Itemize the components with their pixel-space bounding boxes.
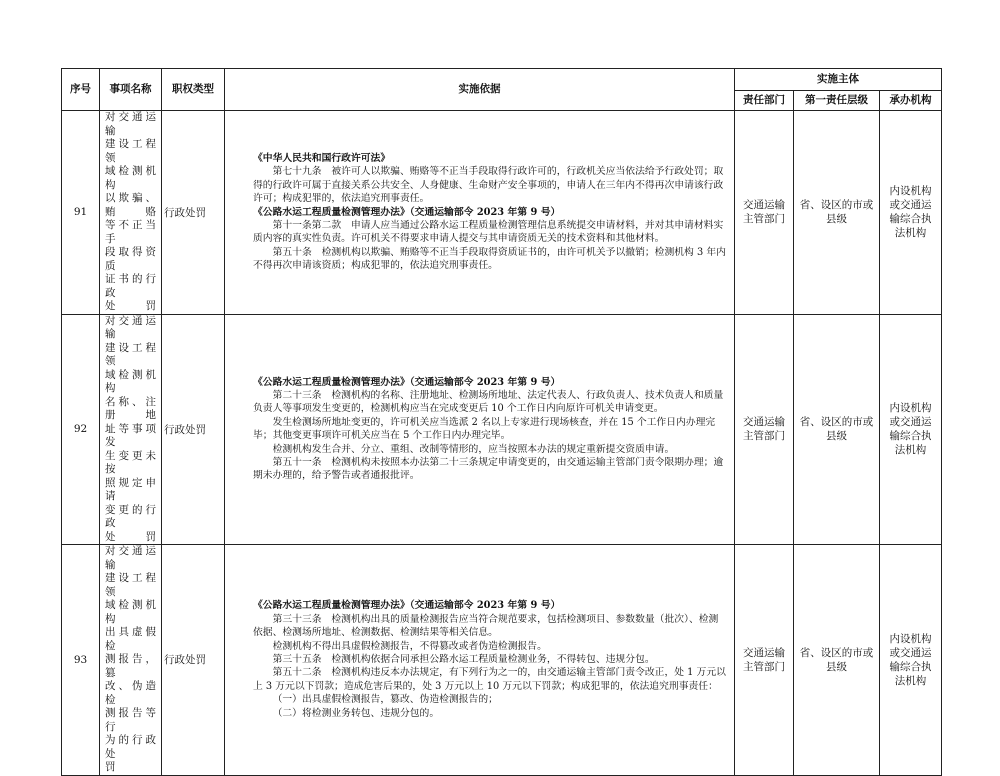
item-name-line: 建设工程领 [105, 572, 156, 598]
agency-line: 或交通运 [889, 416, 932, 429]
table-row [62, 314, 942, 545]
article-text: （二）将检测业务转包、违规分包的。 [272, 707, 440, 719]
article-text: 检测机构不得出具虚假检测报告，不得篡改或者伪造检测报告。 [272, 640, 547, 652]
law-title: 《中华人民共和国行政许可法》 [253, 152, 391, 164]
law-title: 《公路水运工程质量检测管理办法》（交通运输部令 2023 年第 9 号） [253, 600, 561, 612]
item-name-line: 等不正当手 [105, 219, 156, 245]
agency-line: 或交通运 [889, 199, 932, 212]
dept-line: 主管部门 [743, 430, 785, 443]
item-name-line: 生变更未按 [105, 449, 156, 475]
article-text: 第五十二条 检测机构违反本办法规定，有下列行为之一的，由交通运输主管部门责令改正，处 1 万元以上 3 万元以下罚款；造成危害后果的，处 3 万元以上 10 万元以下罚款；构成犯罪的，依法追究刑事责任： [253, 667, 726, 692]
agency-line: 输综合执 [889, 213, 932, 226]
header-seq: 序号 [62, 69, 100, 111]
row-seq: 93 [62, 545, 100, 776]
item-name-line: 处罚 [105, 300, 156, 312]
row-item-name [100, 314, 162, 545]
table-row [62, 111, 942, 315]
row-power-type: 行政处罚 [162, 111, 225, 315]
item-name-line: 罚 [105, 761, 116, 773]
header-item-name: 事项名称 [100, 69, 162, 111]
dept-line: 交通运输 [743, 646, 785, 659]
row-dept [735, 545, 794, 776]
agency-line: 法机构 [894, 674, 927, 687]
article-text: 第十一条第二款 申请人应当通过公路水运工程质量检测管理信息系统提交申请材料，并对其申请材料实质内容的真实性负责。许可机关不得要求申请人提交与其申请资质无关的技术资料和其他材料。 [253, 219, 724, 245]
item-name-line: 段取得资质 [105, 246, 156, 272]
table-row [62, 545, 942, 776]
agency-line: 法机构 [894, 227, 927, 240]
agency-line: 内设机构 [889, 185, 932, 198]
level-line: 省、设区的市或 [799, 199, 874, 212]
enforcement-items-table [61, 68, 942, 776]
item-name-line: 处罚 [105, 530, 156, 543]
agency-line: 输综合执 [889, 430, 932, 443]
item-name-line: 变更的行政 [105, 503, 156, 529]
row-item-name [100, 545, 162, 776]
agency-line: 或交通运 [889, 646, 932, 659]
law-title: 《公路水运工程质量检测管理办法》（交通运输部令 2023 年第 9 号） [253, 206, 561, 218]
row-dept [735, 111, 794, 315]
row-seq: 92 [62, 314, 100, 545]
header-level: 第一责任层级 [794, 91, 880, 111]
item-name-line: 出具虚假检 [105, 626, 156, 652]
item-name-line: 为的行政处 [105, 734, 156, 760]
article-text: 第二十三条 检测机构的名称、注册地址、检测场所地址、法定代表人、行政负责人、技术负责人和质量负责人等事项发生变更的，检测机构应当在完成变更后 10 个工作日内向原许可机关申请变更。 [253, 390, 724, 415]
article-text: 检测机构发生合并、分立、重组、改制等情形的，应当按照本办法的规定重新提交资质申请。 [272, 443, 675, 455]
item-name-line: 证书的行政 [105, 273, 156, 299]
row-agency [880, 545, 942, 776]
header-agency: 承办机构 [880, 91, 942, 111]
item-name-line: 域检测机构 [105, 368, 156, 394]
level-line: 省、设区的市或 [799, 416, 874, 429]
row-basis [225, 314, 735, 545]
article-text: 第五十一条 检测机构未按照本办法第二十三条规定申请变更的，由交通运输主管部门责令限期办理；逾期未办理的，给予警告或者通报批评。 [253, 457, 724, 482]
row-power-type: 行政处罚 [162, 545, 225, 776]
row-power-type: 行政处罚 [162, 314, 225, 545]
article-text: （一）出具虚假检测报告，篡改、伪造检测报告的； [272, 694, 498, 706]
item-name-line: 对交通运输 [105, 545, 156, 571]
row-level [794, 545, 880, 776]
item-name-line: 对交通运输 [105, 111, 156, 137]
level-line: 省、设区的市或 [799, 646, 874, 659]
agency-line: 输综合执 [889, 660, 932, 673]
dept-line: 交通运输 [743, 416, 785, 429]
row-dept [735, 314, 794, 545]
dept-line: 交通运输 [743, 199, 785, 212]
row-agency [880, 314, 942, 545]
row-agency [880, 111, 942, 315]
row-level [794, 111, 880, 315]
article-text: 第三十五条 检测机构依据合同承担公路水运工程质量检测业务，不得转包、违规分包。 [272, 654, 655, 666]
article-text: 发生检测场所地址变更的，许可机关应当选派 2 名以上专家进行现场核查，并在 15 个工作日内办理完毕；其他变更事项许可机关应当在 5 个工作日内办理完毕。 [253, 416, 716, 442]
header-basis: 实施依据 [225, 69, 735, 111]
item-name-line: 测报告，篡 [105, 653, 156, 679]
dept-line: 主管部门 [743, 213, 785, 226]
agency-line: 内设机构 [889, 632, 932, 645]
item-name-line: 域检测机构 [105, 165, 156, 191]
agency-line: 法机构 [894, 444, 927, 457]
item-name-line: 改、伪造检 [105, 680, 156, 706]
item-name-line: 建设工程领 [105, 341, 156, 367]
level-line: 县级 [826, 660, 847, 673]
row-level [794, 314, 880, 545]
table-body [62, 111, 942, 776]
item-name-line: 址等事项发 [105, 422, 156, 448]
item-name-line: 建设工程领 [105, 138, 156, 164]
row-seq: 91 [62, 111, 100, 315]
article-text: 第三十三条 检测机构出具的质量检测报告应当符合规范要求，包括检测项目、参数数量（批次）、检测依据、检测场所地址、检测数据、检测结果等相关信息。 [253, 613, 719, 639]
article-text: 第五十条 检测机构以欺骗、贿赂等不正当手段取得资质证书的，由许可机关予以撤销；检测机构 3 年内不得再次申请该资质；构成犯罪的，依法追究刑事责任。 [253, 246, 726, 272]
item-name-line: 测报告等行 [105, 707, 156, 733]
level-line: 县级 [826, 430, 847, 443]
level-line: 县级 [826, 213, 847, 226]
header-subject: 实施主体 [735, 69, 942, 91]
article-text: 第七十九条 被许可人以欺骗、贿赂等不正当手段取得行政许可的，行政机关应当依法给予行政处罚；取得的行政许可属于直接关系公共安全、人身健康、生命财产安全事项的，申请人在三年内不得再次申请该行政许可；构成犯罪的，依法追究刑事责任。 [253, 166, 724, 205]
row-item-name [100, 111, 162, 315]
dept-line: 主管部门 [743, 660, 785, 673]
item-name-line: 对交通运输 [105, 314, 156, 340]
header-dept: 责任部门 [735, 91, 794, 111]
agency-line: 内设机构 [889, 402, 932, 415]
header-power-type: 职权类型 [162, 69, 225, 111]
item-name-line: 以欺骗、贿赂 [105, 192, 156, 218]
item-name-line: 名称、注册地 [105, 395, 156, 421]
item-name-line: 照规定申请 [105, 476, 156, 502]
row-basis [225, 111, 735, 315]
item-name-line: 域检测机构 [105, 599, 156, 625]
law-title: 《公路水运工程质量检测管理办法》（交通运输部令 2023 年第 9 号） [253, 376, 561, 388]
row-basis [225, 545, 735, 776]
